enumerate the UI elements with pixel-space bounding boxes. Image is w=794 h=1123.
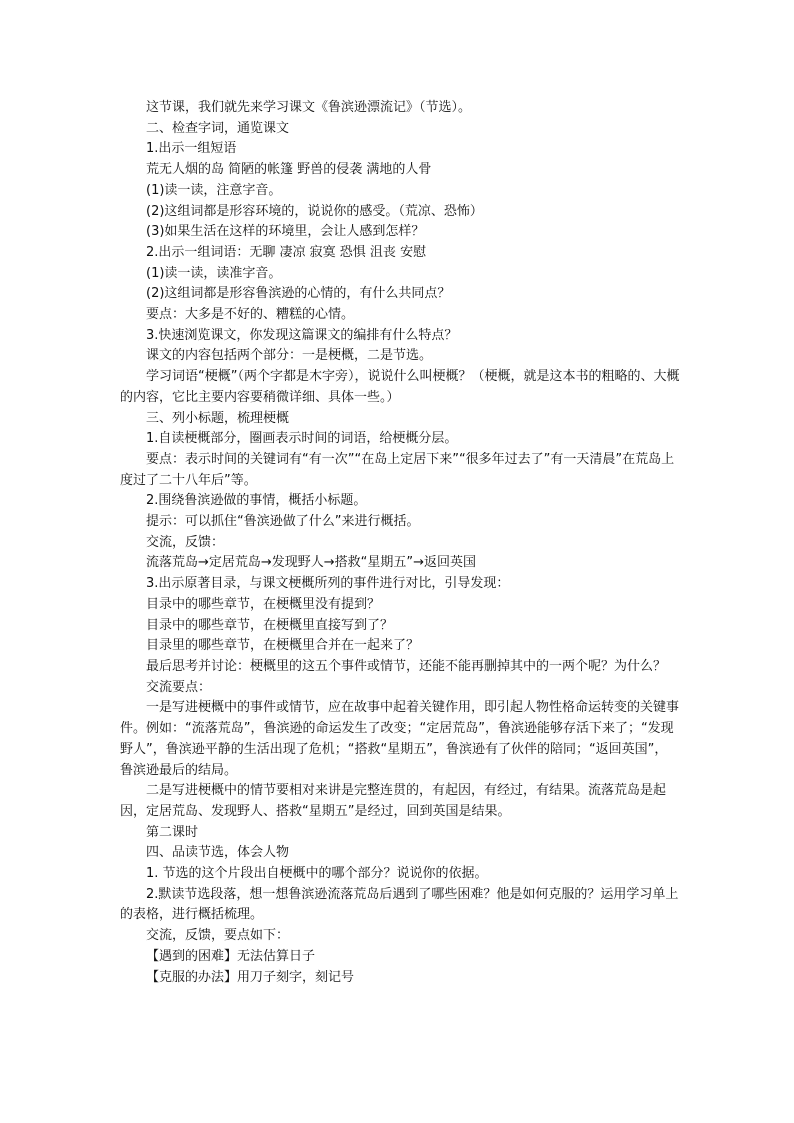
paragraph: 3.出示原著目录，与课文梗概所列的事件进行对比，引导发现： bbox=[146, 576, 510, 592]
paragraph: 目录中的哪些章节，在梗概里没有提到？ bbox=[146, 596, 381, 612]
paragraph: 【遇到的困难】无法估算日子 bbox=[146, 948, 316, 964]
paragraph: 目录里的哪些章节，在梗概里合并在一起来了？ bbox=[146, 638, 420, 654]
paragraph: 流落荒岛→定居荒岛→发现野人→搭救“星期五”→返回英国 bbox=[146, 555, 477, 571]
section-heading: 三、列小标题，梳理梗概 bbox=[146, 410, 290, 426]
section-heading: 四、品读节选，体会人物 bbox=[146, 845, 290, 861]
paragraph: 2.默读节选段落，想一想鲁滨逊流落荒岛后遇到了哪些困难？他是如何克服的？运用学习单上的表格，进行概括梳理。 bbox=[120, 886, 679, 923]
paragraph: 交流，反馈，要点如下： bbox=[146, 928, 290, 944]
paragraph: 交流，反馈： bbox=[146, 534, 225, 550]
paragraph: 要点：表示时间的关键词有“有一次”“在岛上定居下来”“很多年过去了”有一天清晨”在荒岛上度过了二十八年后”等。 bbox=[120, 451, 675, 488]
paragraph: 荒无人烟的岛 简陋的帐篷 野兽的侵袭 满地的人骨 bbox=[146, 162, 432, 178]
document-body bbox=[120, 98, 680, 988]
paragraph: 【克服的办法】用刀子刻字，刻记号 bbox=[146, 969, 355, 985]
paragraph: 提示：可以抓住“鲁滨逊做了什么”来进行概括。 bbox=[146, 514, 420, 530]
paragraph: 交流要点： bbox=[146, 679, 212, 695]
paragraph: 1. 节选的这个片段出自梗概中的哪个部分？说说你的依据。 bbox=[146, 866, 488, 882]
paragraph: (2)这组词都是形容环境的，说说你的感受。（荒凉、恐怖） bbox=[146, 203, 483, 219]
paragraph: (1)读一读，读准字音。 bbox=[146, 265, 282, 281]
section-heading: 二、检查字词，通览课文 bbox=[146, 120, 290, 136]
paragraph: 最后思考并讨论：梗概里的这五个事件或情节，还能不能再删掉其中的一两个呢？为什么？ bbox=[146, 658, 667, 674]
paragraph: 要点：大多是不好的、糟糕的心情。 bbox=[146, 307, 355, 323]
paragraph: 3.快速浏览课文，你发现这篇课文的编排有什么特点？ bbox=[146, 327, 458, 343]
paragraph: 2.出示一组词语：无聊 凄凉 寂寞 恐惧 沮丧 安慰 bbox=[146, 244, 427, 260]
paragraph: 1.自读梗概部分，圈画表示时间的词语，给梗概分层。 bbox=[146, 431, 458, 447]
paragraph: (1)读一读，注意字音。 bbox=[146, 182, 282, 198]
paragraph: (3)如果生活在这样的环境里，会让人感到怎样？ bbox=[146, 224, 425, 240]
section-heading: 第二课时 bbox=[146, 824, 199, 840]
paragraph: 这节课，我们就先来学习课文《鲁滨逊漂流记》（节选）。 bbox=[146, 100, 472, 115]
paragraph: 课文的内容包括两个部分：一是梗概，二是节选。 bbox=[146, 348, 433, 364]
paragraph: 二是写进梗概中的情节要相对来讲是完整连贯的，有起因，有经过，有结果。流落荒岛是起因，定居荒岛、发现野人、搭救“星期五”是经过，回到英国是结果。 bbox=[120, 783, 667, 819]
paragraph: 学习词语“梗概”（两个字都是木字旁），说说什么叫梗概？（梗概，就是这本书的粗略的、大概的内容，它比主要内容要稍微详细、具体一些。） bbox=[120, 369, 680, 405]
paragraph: 2.围绕鲁滨逊做的事情，概括小标题。 bbox=[146, 493, 367, 509]
paragraph: (2)这组词都是形容鲁滨逊的心情的，有什么共同点？ bbox=[146, 286, 451, 302]
paragraph: 目录中的哪些章节，在梗概里直接写到了？ bbox=[146, 617, 394, 633]
paragraph: 1.出示一组短语 bbox=[146, 141, 237, 157]
paragraph: 一是写进梗概中的事件或情节，应在故事中起着关键作用，即引起人物性格命运转变的关键事件。例如：“流落荒岛”，鲁滨逊的命运发生了改变；“定居荒岛”，鲁滨逊能够存活下来了；“发现野人”，鲁滨逊平静的生活出现了危机；“搭救“星期五”，鲁滨逊有了伙伴的陪同；“返回英国”，鲁滨逊最后的结局。 bbox=[120, 700, 680, 778]
